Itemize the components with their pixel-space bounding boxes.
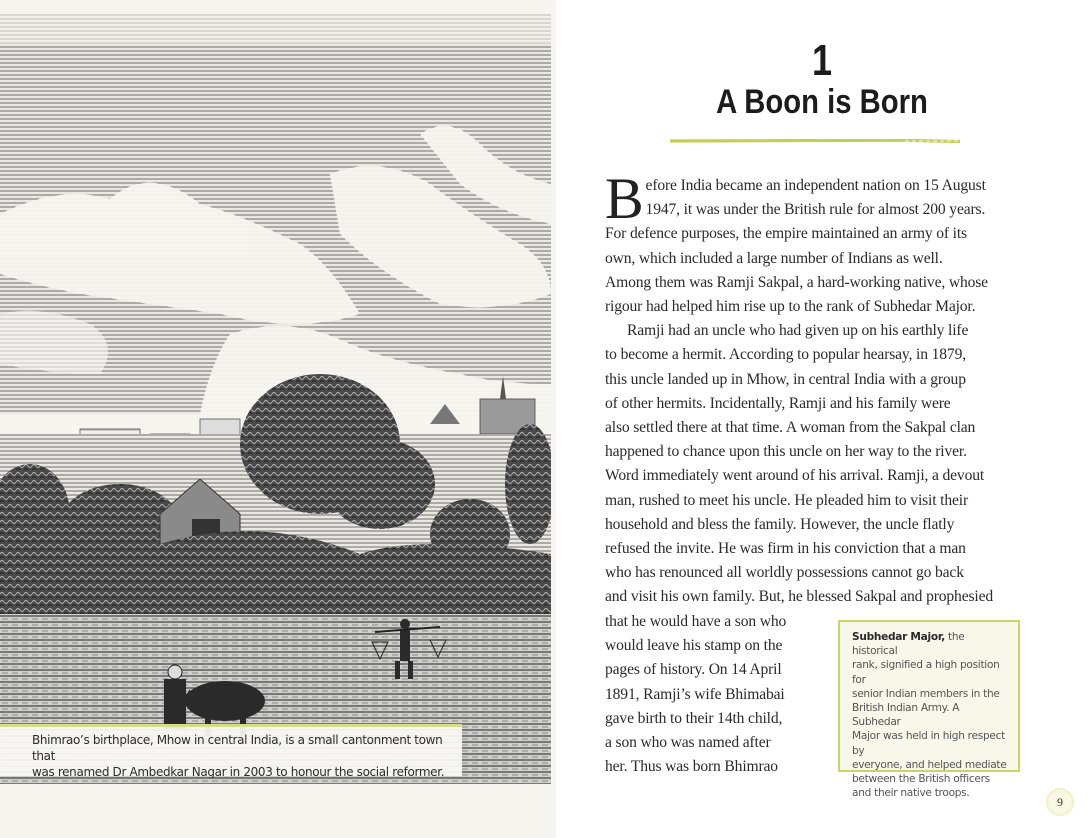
- sidebar-term: Subhedar Major,: [852, 631, 945, 643]
- body-line: own, which included a large number of Indians as well.: [605, 249, 943, 267]
- sidebar-line: British Indian Army. A Subhedar: [852, 702, 960, 729]
- body-line: Word immediately went around of his arrival. Ramji, a devout: [605, 467, 985, 485]
- body-line: also settled there at that time. A woman from the Sakpal clan: [605, 419, 976, 437]
- sidebar-note: [838, 620, 1020, 800]
- body-text-narrow: [605, 610, 835, 779]
- sidebar-line: everyone, and helped mediate: [852, 758, 1007, 771]
- body-text: [605, 166, 1055, 610]
- body-line: efore India became an independent nation on 15 August: [645, 177, 986, 194]
- caption-line-2: was renamed Dr Ambedkar Nagar in 2003 to honour the social reformer.: [32, 765, 445, 779]
- engraving-drawing: [0, 14, 551, 784]
- body-line: 1891, Ramji’s wife Bhimabai: [605, 685, 785, 703]
- body-line: pages of history. On 14 April: [605, 661, 782, 679]
- body-line: who has renounced all worldly possessions cannot go back: [605, 564, 964, 582]
- sidebar-line: and their native troops.: [852, 787, 970, 800]
- sidebar-line: Major was held in high respect by: [852, 730, 1005, 757]
- sidebar-line: rank, signified a high position for: [852, 659, 1000, 686]
- body-line: For defence purposes, the empire maintained an army of its: [605, 225, 967, 243]
- body-line: this uncle landed up in Mhow, in central India with a group: [605, 370, 966, 388]
- body-line: her. Thus was born Bhimrao: [605, 758, 778, 776]
- body-line: man, rushed to meet his uncle. He pleaded him to visit their: [605, 491, 968, 509]
- body-line: refused the invite. He was firm in his conviction that a man: [605, 540, 966, 558]
- chapter-number: 1: [811, 36, 833, 85]
- body-line: Ramji had an uncle who had given up on his earthly life: [627, 322, 969, 340]
- chapter-title: A Boon is Born: [716, 83, 928, 121]
- body-line: would leave his stamp on the: [605, 637, 783, 655]
- body-line: that he would have a son who: [605, 613, 787, 630]
- page-number: 9: [1046, 788, 1074, 816]
- body-line: gave birth to their 14th child,: [605, 709, 783, 727]
- body-line: and visit his own family. But, he blessed Sakpal and prophesied: [605, 588, 993, 606]
- sidebar-line: between the British officers: [852, 773, 990, 786]
- body-line: rigour had helped him rise up to the rank of Subhedar Major.: [605, 298, 976, 316]
- sidebar-line: [852, 630, 1010, 658]
- body-line: happened to chance upon this uncle on her way to the river.: [605, 443, 967, 461]
- title-underline: [670, 139, 960, 144]
- illustration-caption: [0, 724, 462, 779]
- sidebar-line-text: the historical: [852, 631, 965, 658]
- right-page: [556, 0, 1088, 838]
- body-line: household and bless the family. However, the uncle flatly: [605, 515, 955, 533]
- body-line: a son who was named after: [605, 734, 771, 752]
- body-line: 1947, it was under the British rule for almost 200 years.: [645, 201, 986, 219]
- body-line: Among them was Ramji Sakpal, a hard-working native, whose: [605, 273, 988, 291]
- body-line: to become a hermit. According to popular hearsay, in 1879,: [605, 346, 966, 364]
- body-line: of other hermits. Incidentally, Ramji and his family were: [605, 394, 951, 412]
- caption-line-1: Bhimrao’s birthplace, Mhow in central India, is a small cantonment town that: [32, 733, 443, 763]
- drop-cap: B: [605, 166, 644, 231]
- sidebar-line: senior Indian members in the: [852, 687, 1000, 700]
- engraving-illustration: [0, 14, 551, 784]
